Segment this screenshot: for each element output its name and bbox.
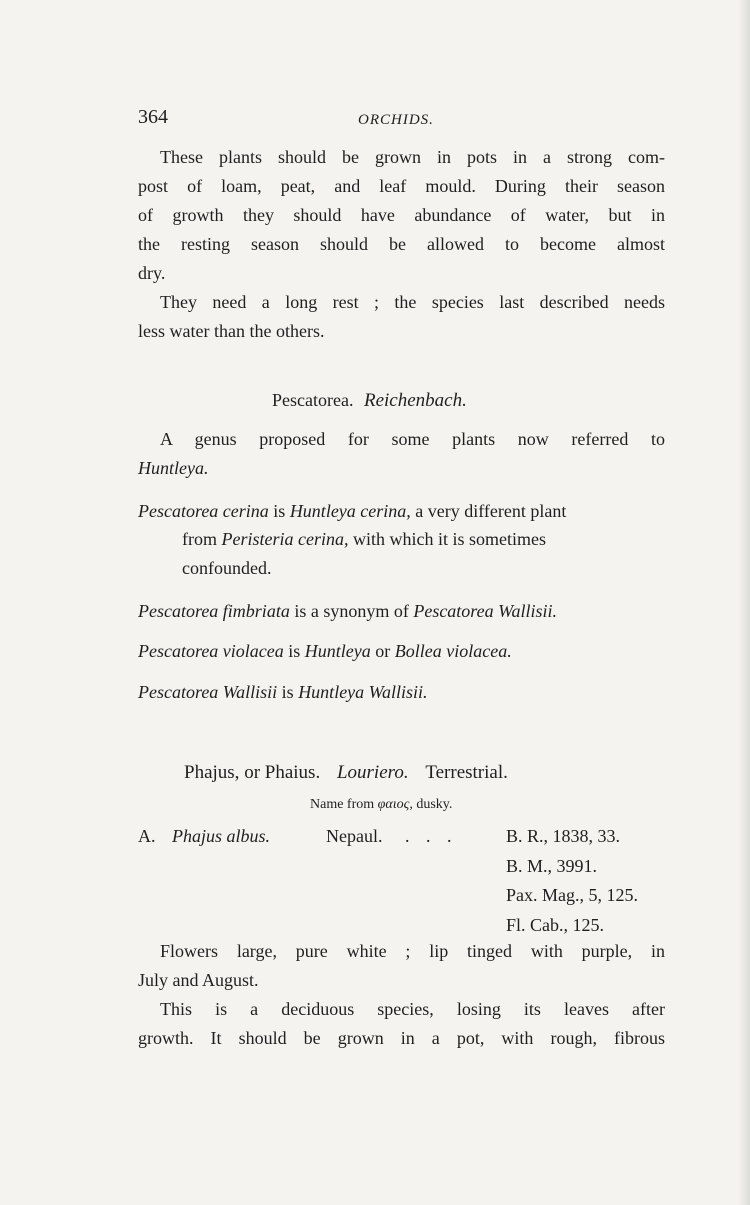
page-edge-shadow xyxy=(738,0,750,1205)
wallisii-name: Pescatorea Wallisii xyxy=(138,682,278,702)
cerina-peristeria: Peristeria cerina, xyxy=(221,529,349,549)
para1-line1: These plants should be grown in pots in a strong com- xyxy=(160,147,665,167)
cerina-name: Pescatorea cerina xyxy=(138,501,269,521)
wallisii-entry xyxy=(138,678,428,707)
ref-br: B. R., 1838, 33. xyxy=(506,826,621,846)
species-locality: Nepaul. xyxy=(326,826,383,846)
etymology-suffix: dusky. xyxy=(412,797,453,812)
species-dots: . . . xyxy=(405,826,458,846)
fimbriata-name: Pescatorea fimbriata xyxy=(138,601,290,621)
pescatorea-desc-line1: A genus proposed for some plants now referred to xyxy=(160,429,665,449)
fimbriata-rest: is a synonym of xyxy=(289,601,414,621)
running-title: ORCHIDS. xyxy=(358,112,434,128)
species-name: Phajus albus. xyxy=(172,826,271,846)
para1-line4: the resting season should be allowed to become almost xyxy=(138,234,665,254)
violacea-entry xyxy=(138,637,512,666)
fimbriata-synonym: Pescatorea Wallisii. xyxy=(413,601,557,621)
cerina-synonym: Huntleya cerina, xyxy=(289,501,411,521)
species-letter: A. xyxy=(138,826,156,846)
violacea-syn1: Huntleya xyxy=(304,641,371,661)
violacea-syn2: Bollea violacea. xyxy=(394,641,512,661)
phajus-etymology xyxy=(310,790,452,819)
wallisii-synonym: Huntleya Wallisii. xyxy=(298,682,428,702)
deciduous-line2: growth. It should be grown in a pot, with rough, fibrous xyxy=(138,1028,665,1048)
phajus-or: or xyxy=(239,762,265,783)
para1-line3: of growth they should have abundance of water, but in xyxy=(138,205,665,225)
etymology-prefix: Name from xyxy=(310,797,378,812)
cerina-from: from xyxy=(182,529,222,549)
para2-line2: less water than the others. xyxy=(138,321,325,341)
violacea-is: is xyxy=(283,641,305,661)
ref-bm: B. M., 3991. xyxy=(506,856,598,876)
cerina-is: is xyxy=(268,501,290,521)
pescatorea-genus: Pescatorea. xyxy=(272,390,354,410)
phajus-genus: Phajus, xyxy=(184,762,240,783)
violacea-name: Pescatorea violacea xyxy=(138,641,284,661)
phajus-author: Louriero. xyxy=(336,762,409,783)
pescatorea-author: Reichenbach. xyxy=(363,390,467,411)
phajus-heading xyxy=(184,758,508,787)
etymology-greek: φαιος, xyxy=(377,797,413,812)
violacea-or: or xyxy=(370,641,395,661)
page-number: 364 xyxy=(138,106,168,128)
ref-flcab: Fl. Cab., 125. xyxy=(506,915,605,935)
flowers-line1: Flowers large, pure white ; lip tinged with purple, in xyxy=(160,941,665,961)
fimbriata-entry xyxy=(138,597,557,626)
cerina-entry-line2 xyxy=(182,525,546,554)
cerina-line2-rest: with which it is sometimes xyxy=(348,529,546,549)
cerina-entry-line1 xyxy=(138,497,566,526)
ref-pax: Pax. Mag., 5, 125. xyxy=(506,885,638,905)
para1-line5: dry. xyxy=(138,263,166,283)
para1-line2: post of loam, peat, and leaf mould. During their season xyxy=(138,176,665,196)
cerina-entry-line3: confounded. xyxy=(182,558,272,578)
pescatorea-desc-line2: Huntleya. xyxy=(138,458,209,478)
phajus-alt: Phaius. xyxy=(264,762,321,783)
wallisii-is: is xyxy=(277,682,299,702)
pescatorea-heading xyxy=(272,386,467,415)
phajus-type: Terrestrial. xyxy=(425,762,508,783)
flowers-line2: July and August. xyxy=(138,970,259,990)
para2-line1: They need a long rest ; the species last described needs xyxy=(160,292,665,312)
cerina-rest: a very different plant xyxy=(410,501,567,521)
deciduous-line1: This is a deciduous species, losing its leaves after xyxy=(160,999,665,1019)
